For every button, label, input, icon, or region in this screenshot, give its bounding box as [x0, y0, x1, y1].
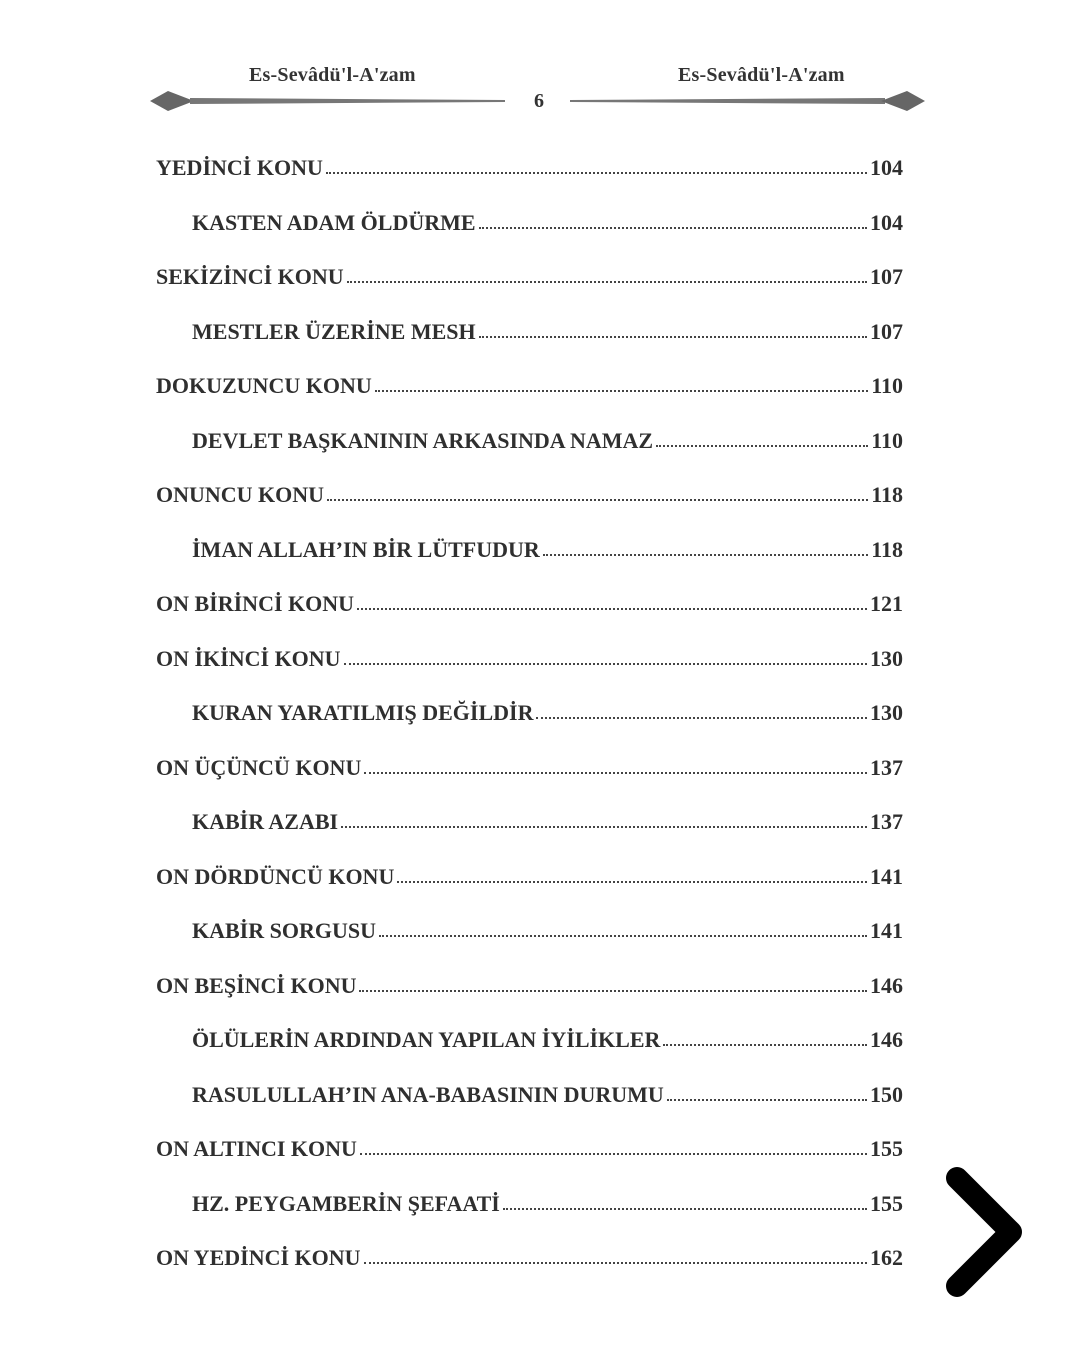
dot-leader	[364, 1260, 867, 1264]
toc-entry-page: 107	[870, 264, 903, 289]
toc-entry-page: 110	[871, 427, 903, 453]
toc-entry	[156, 1231, 903, 1286]
dot-leader	[341, 824, 867, 828]
toc-entry	[156, 414, 903, 469]
toc-entry	[156, 741, 903, 796]
toc-entry	[156, 686, 903, 741]
toc-entry-title: ONUNCU KONU	[156, 482, 325, 507]
toc-entry-title: YEDİNCİ KONU	[156, 155, 323, 180]
toc-entry	[156, 904, 903, 959]
toc-entry-title: ON DÖRDÜNCÜ KONU	[156, 863, 395, 889]
toc-entry	[156, 577, 903, 632]
toc-entry-page: 146	[870, 972, 903, 998]
toc-entry-page: 146	[870, 1027, 903, 1052]
toc-entry-page: 141	[870, 863, 903, 889]
toc-entry	[156, 959, 903, 1014]
toc-entry-title: ON ALTINCI KONU	[156, 1136, 357, 1161]
dot-leader	[479, 225, 867, 229]
toc-entry-title: ON BEŞİNCİ KONU	[156, 972, 357, 998]
toc-entry-page: 141	[870, 918, 903, 943]
toc-entry-page: 130	[870, 700, 903, 725]
toc-entry-title: İMAN ALLAH’IN BİR LÜTFUDUR	[192, 536, 540, 562]
toc-entry-page: 118	[871, 536, 903, 562]
toc-entry	[156, 1013, 903, 1068]
next-page-button[interactable]	[935, 1160, 1035, 1305]
dot-leader	[663, 1042, 867, 1046]
toc-entry-page: 155	[870, 1190, 903, 1216]
toc-entry-page: 104	[870, 209, 903, 235]
toc-entry	[156, 795, 903, 850]
toc-entry	[156, 850, 903, 905]
chevron-right-icon	[957, 1178, 1011, 1286]
toc-entry-title: DEVLET BAŞKANININ ARKASINDA NAMAZ	[192, 427, 654, 453]
dot-leader	[656, 443, 868, 447]
dot-leader	[357, 606, 867, 610]
toc-entry-page: 118	[871, 482, 903, 507]
toc-entry-title: ÖLÜLERİN ARDINDAN YAPILAN İYİLİKLER	[192, 1027, 661, 1052]
toc-entry	[156, 523, 903, 578]
table-of-contents	[156, 141, 903, 1286]
dot-leader	[344, 661, 867, 665]
toc-entry	[156, 1068, 903, 1123]
dot-leader	[543, 552, 868, 556]
toc-entry	[156, 1177, 903, 1232]
dot-leader	[397, 879, 867, 883]
dot-leader	[503, 1206, 867, 1210]
dot-leader	[479, 334, 867, 338]
dot-leader	[536, 715, 867, 719]
toc-entry-title: ON ÜÇÜNCÜ KONU	[156, 754, 362, 780]
dot-leader	[360, 1151, 867, 1155]
toc-entry	[156, 468, 903, 523]
dot-leader	[347, 279, 867, 283]
toc-entry-page: 155	[870, 1136, 903, 1161]
dot-leader	[327, 497, 868, 501]
toc-entry-title: KASTEN ADAM ÖLDÜRME	[192, 209, 476, 235]
toc-entry-title: SEKİZİNCİ KONU	[156, 264, 344, 289]
toc-entry-title: HZ. PEYGAMBERİN ŞEFAATİ	[192, 1190, 500, 1216]
running-header	[150, 60, 925, 120]
toc-entry-title: ON BİRİNCİ KONU	[156, 591, 355, 616]
toc-entry-page: 130	[870, 645, 903, 671]
dot-leader	[379, 933, 867, 937]
toc-entry	[156, 305, 903, 360]
dot-leader	[375, 388, 868, 392]
dot-leader	[364, 770, 867, 774]
toc-entry-page: 137	[870, 809, 903, 834]
toc-entry-page: 162	[870, 1245, 903, 1270]
toc-entry-title: MESTLER ÜZERİNE MESH	[192, 318, 476, 344]
toc-entry	[156, 250, 903, 305]
toc-entry	[156, 359, 903, 414]
header-title-left: Es-Sevâdü'l-A'zam	[249, 64, 416, 86]
toc-entry-title: KABİR SORGUSU	[192, 918, 376, 943]
toc-entry	[156, 1122, 903, 1177]
toc-entry-page: 121	[870, 591, 903, 616]
toc-entry-title: ON YEDİNCİ KONU	[156, 1245, 361, 1270]
dot-leader	[326, 170, 867, 174]
dot-leader	[667, 1097, 867, 1101]
toc-entry-page: 110	[871, 373, 903, 398]
header-title-right: Es-Sevâdü'l-A'zam	[678, 64, 845, 86]
toc-entry-page: 137	[870, 754, 903, 780]
toc-entry-title: KURAN YARATILMIŞ DEĞİLDİR	[192, 700, 534, 725]
toc-entry	[156, 196, 903, 251]
toc-entry	[156, 141, 903, 196]
toc-entry-title: RASULULLAH’IN ANA-BABASININ DURUMU	[192, 1081, 664, 1107]
page-number: 6	[534, 90, 544, 112]
toc-entry-page: 150	[870, 1081, 903, 1107]
toc-entry-title: ON İKİNCİ KONU	[156, 645, 341, 671]
toc-entry-title: DOKUZUNCU KONU	[156, 373, 372, 398]
toc-entry-page: 107	[870, 318, 903, 344]
toc-entry	[156, 632, 903, 687]
dot-leader	[359, 988, 867, 992]
toc-entry-title: KABİR AZABI	[192, 809, 339, 834]
toc-entry-page: 104	[870, 155, 903, 180]
